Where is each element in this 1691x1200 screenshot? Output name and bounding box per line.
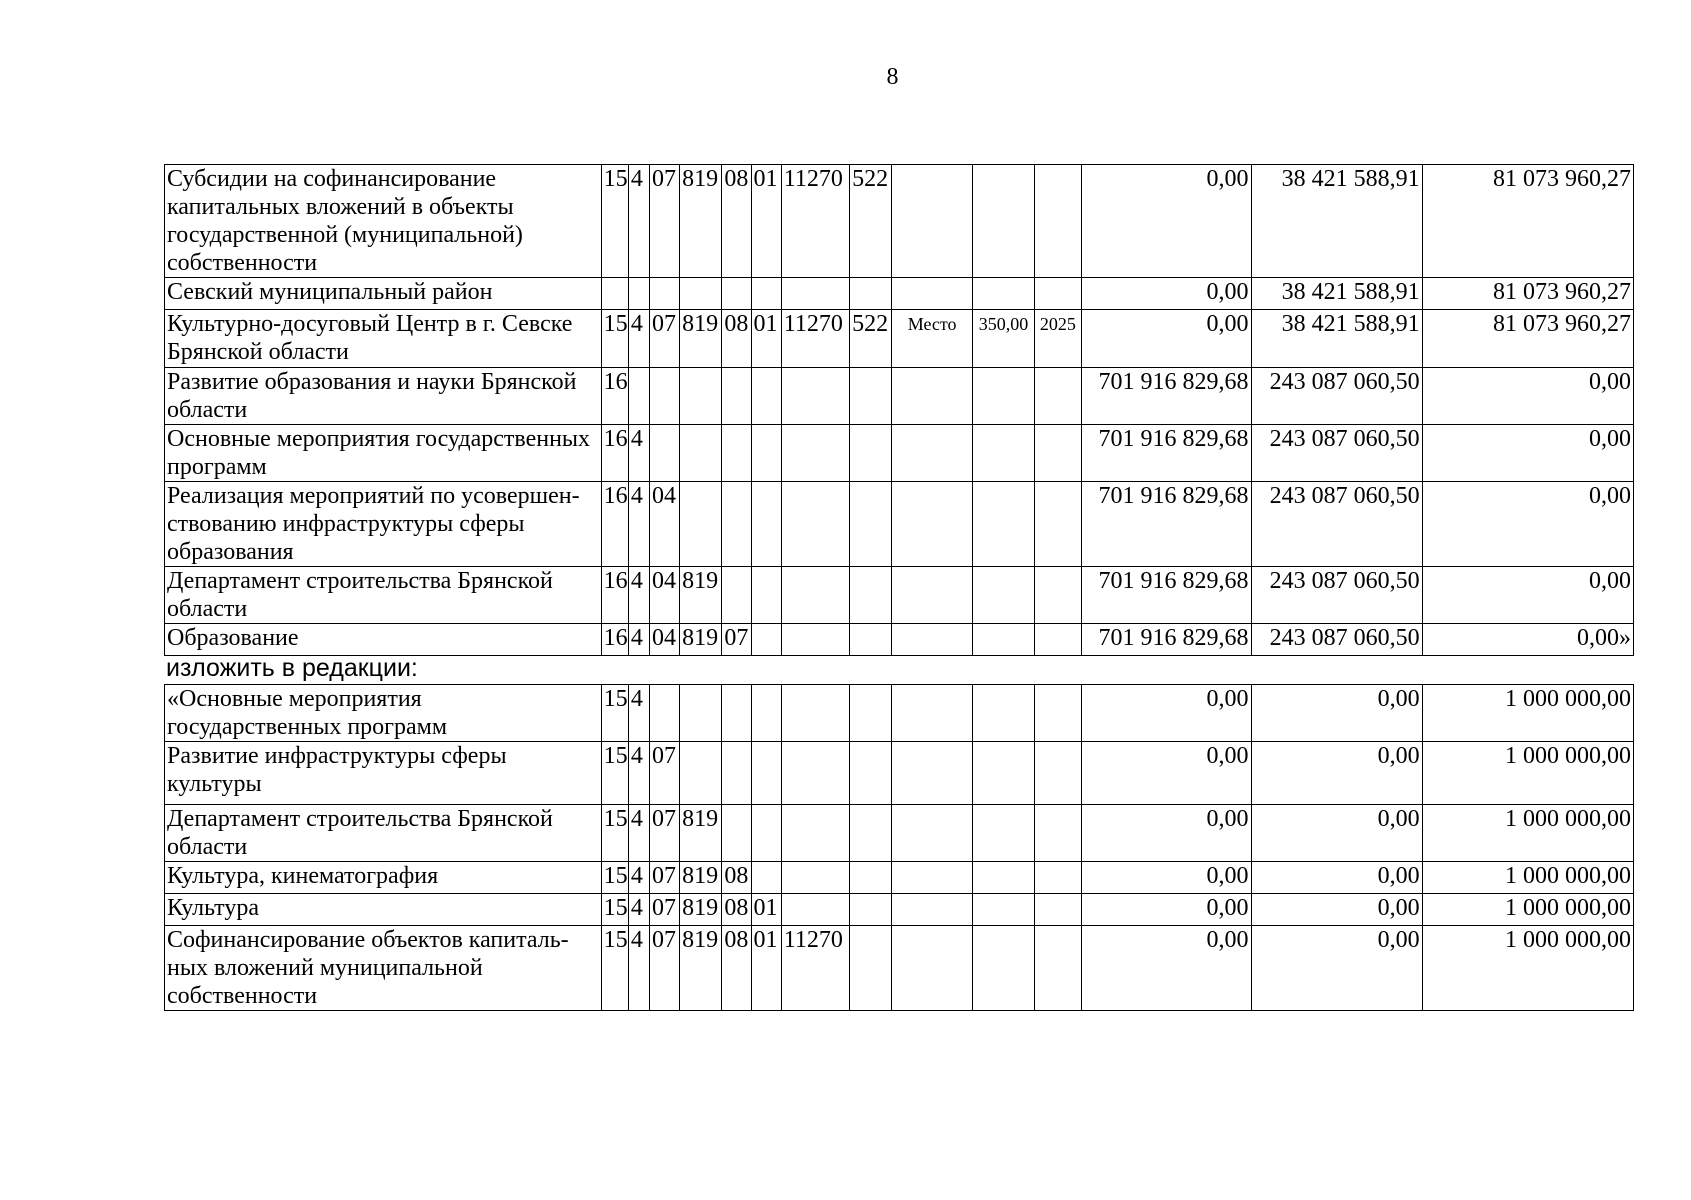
subsection-code-cell: 01 (751, 926, 781, 1011)
direction-code-cell (781, 368, 849, 425)
capacity-value-cell (972, 165, 1034, 278)
page-number: 8 (886, 64, 899, 90)
amount-cell-2: 38 421 588,91 (1251, 165, 1422, 278)
expense-type-code-cell (850, 425, 892, 482)
completion-year-cell (1035, 862, 1081, 894)
measure-code-cell (649, 685, 679, 742)
amount-cell-3: 1 000 000,00 (1422, 926, 1633, 1011)
amount-cell-2: 0,00 (1251, 805, 1422, 862)
capacity-unit-cell (892, 685, 972, 742)
table-row (165, 742, 1634, 805)
capacity-value-cell (972, 624, 1034, 656)
subprogram-code-cell: 4 (628, 742, 649, 805)
expense-type-code-cell (850, 567, 892, 624)
section-code-cell: 08 (722, 862, 751, 894)
instruction-text: изложить в редакции: (166, 654, 418, 682)
completion-year-cell (1035, 894, 1081, 926)
amount-cell-2: 0,00 (1251, 894, 1422, 926)
capacity-unit-cell (892, 894, 972, 926)
capacity-unit-cell (892, 567, 972, 624)
gov-code-cell (680, 482, 722, 567)
gp-code-cell: 16 (601, 567, 628, 624)
subsection-code-cell (751, 278, 781, 310)
direction-code-cell (781, 685, 849, 742)
table-row (165, 425, 1634, 482)
subsection-code-cell (751, 685, 781, 742)
capacity-unit-cell (892, 926, 972, 1011)
row-name: Культура, кинематография (165, 862, 602, 894)
section-code-cell (722, 482, 751, 567)
row-name: «Основные мероприятия государственных программ (165, 685, 602, 742)
amount-cell-1: 0,00 (1081, 742, 1251, 805)
amount-cell-3: 81 073 960,27 (1422, 310, 1633, 368)
expense-type-code-cell (850, 685, 892, 742)
table-row (165, 278, 1634, 310)
capacity-value-cell (972, 425, 1034, 482)
amount-cell-1: 701 916 829,68 (1081, 368, 1251, 425)
capacity-unit-cell: Место (892, 310, 972, 368)
gp-code-cell: 15 (601, 742, 628, 805)
amount-cell-3: 1 000 000,00 (1422, 742, 1633, 805)
budget-table-revised-body (165, 685, 1634, 1011)
amount-cell-1: 0,00 (1081, 685, 1251, 742)
subprogram-code-cell: 4 (628, 862, 649, 894)
gp-code-cell: 16 (601, 482, 628, 567)
section-code-cell: 08 (722, 894, 751, 926)
amount-cell-3: 0,00 (1422, 567, 1633, 624)
direction-code-cell (781, 624, 849, 656)
completion-year-cell (1035, 805, 1081, 862)
capacity-value-cell (972, 742, 1034, 805)
gov-code-cell (680, 742, 722, 805)
row-name: Образование (165, 624, 602, 656)
row-name: Культура (165, 894, 602, 926)
capacity-unit-cell (892, 425, 972, 482)
measure-code-cell (649, 425, 679, 482)
measure-code-cell: 07 (649, 926, 679, 1011)
table-row (165, 482, 1634, 567)
section-code-cell (722, 278, 751, 310)
capacity-value-cell (972, 894, 1034, 926)
subsection-code-cell (751, 742, 781, 805)
gov-code-cell: 819 (680, 310, 722, 368)
section-code-cell (722, 742, 751, 805)
subprogram-code-cell (628, 368, 649, 425)
capacity-value-cell (972, 685, 1034, 742)
row-name: Основные мероприятия государственных программ (165, 425, 602, 482)
section-code-cell: 08 (722, 310, 751, 368)
gp-code-cell: 15 (601, 926, 628, 1011)
measure-code-cell: 07 (649, 805, 679, 862)
section-code-cell: 08 (722, 926, 751, 1011)
gp-code-cell: 15 (601, 165, 628, 278)
table-row (165, 368, 1634, 425)
table-row (165, 165, 1634, 278)
capacity-unit-cell (892, 805, 972, 862)
row-name: Развитие образования и науки Брянской области (165, 368, 602, 425)
completion-year-cell (1035, 926, 1081, 1011)
amount-cell-2: 38 421 588,91 (1251, 278, 1422, 310)
subprogram-code-cell: 4 (628, 685, 649, 742)
amount-cell-2: 243 087 060,50 (1251, 567, 1422, 624)
amount-cell-1: 701 916 829,68 (1081, 567, 1251, 624)
measure-code-cell: 07 (649, 165, 679, 278)
measure-code-cell: 07 (649, 742, 679, 805)
completion-year-cell (1035, 368, 1081, 425)
expense-type-code-cell: 522 (850, 310, 892, 368)
amount-cell-3: 0,00 (1422, 425, 1633, 482)
expense-type-code-cell: 522 (850, 165, 892, 278)
expense-type-code-cell (850, 894, 892, 926)
gov-code-cell: 819 (680, 624, 722, 656)
row-name: Развитие инфраструктуры сферы культуры (165, 742, 602, 805)
subprogram-code-cell: 4 (628, 926, 649, 1011)
subsection-code-cell: 01 (751, 894, 781, 926)
direction-code-cell: 11270 (781, 310, 849, 368)
capacity-value-cell (972, 862, 1034, 894)
subsection-code-cell (751, 862, 781, 894)
subsection-code-cell (751, 624, 781, 656)
row-name: Субсидии на софинансирование капитальных вложений в объекты государственной (муниципальной) собственности (165, 165, 602, 278)
amount-cell-2: 243 087 060,50 (1251, 482, 1422, 567)
gov-code-cell (680, 425, 722, 482)
section-code-cell (722, 425, 751, 482)
amount-cell-3: 1 000 000,00 (1422, 805, 1633, 862)
amount-cell-1: 0,00 (1081, 278, 1251, 310)
amount-cell-2: 0,00 (1251, 742, 1422, 805)
direction-code-cell (781, 742, 849, 805)
section-code-cell: 07 (722, 624, 751, 656)
gov-code-cell: 819 (680, 805, 722, 862)
gp-code-cell: 16 (601, 624, 628, 656)
gov-code-cell (680, 685, 722, 742)
gp-code-cell: 15 (601, 805, 628, 862)
gp-code-cell: 15 (601, 862, 628, 894)
subprogram-code-cell: 4 (628, 894, 649, 926)
capacity-unit-cell (892, 278, 972, 310)
amount-cell-2: 0,00 (1251, 685, 1422, 742)
section-code-cell (722, 685, 751, 742)
gp-code-cell: 15 (601, 685, 628, 742)
budget-table-current (164, 164, 1634, 656)
amount-cell-2: 38 421 588,91 (1251, 310, 1422, 368)
subsection-code-cell: 01 (751, 165, 781, 278)
amount-cell-2: 243 087 060,50 (1251, 425, 1422, 482)
amount-cell-3: 81 073 960,27 (1422, 278, 1633, 310)
amount-cell-1: 701 916 829,68 (1081, 624, 1251, 656)
measure-code-cell: 07 (649, 310, 679, 368)
budget-table-revised (164, 684, 1634, 1011)
amount-cell-3: 0,00 (1422, 482, 1633, 567)
table-row (165, 926, 1634, 1011)
measure-code-cell: 04 (649, 624, 679, 656)
budget-table-current-body (165, 165, 1634, 656)
completion-year-cell (1035, 742, 1081, 805)
row-name: Культурно-досуговый Центр в г. Севске Брянской области (165, 310, 602, 368)
amount-cell-3: 0,00» (1422, 624, 1633, 656)
subprogram-code-cell: 4 (628, 805, 649, 862)
subsection-code-cell (751, 482, 781, 567)
amount-cell-3: 1 000 000,00 (1422, 685, 1633, 742)
measure-code-cell: 07 (649, 862, 679, 894)
gp-code-cell: 16 (601, 425, 628, 482)
direction-code-cell (781, 425, 849, 482)
direction-code-cell: 11270 (781, 926, 849, 1011)
table-row (165, 685, 1634, 742)
completion-year-cell (1035, 165, 1081, 278)
completion-year-cell (1035, 482, 1081, 567)
subsection-code-cell (751, 567, 781, 624)
amount-cell-1: 0,00 (1081, 926, 1251, 1011)
completion-year-cell (1035, 685, 1081, 742)
subprogram-code-cell: 4 (628, 567, 649, 624)
gov-code-cell: 819 (680, 894, 722, 926)
amount-cell-1: 0,00 (1081, 862, 1251, 894)
subprogram-code-cell: 4 (628, 624, 649, 656)
amount-cell-2: 0,00 (1251, 862, 1422, 894)
table-row (165, 894, 1634, 926)
subsection-code-cell (751, 425, 781, 482)
section-code-cell (722, 805, 751, 862)
subsection-code-cell (751, 368, 781, 425)
completion-year-cell (1035, 425, 1081, 482)
measure-code-cell (649, 368, 679, 425)
row-name: Департамент строительства Брянской области (165, 567, 602, 624)
section-code-cell (722, 567, 751, 624)
direction-code-cell (781, 278, 849, 310)
row-name: Департамент строительства Брянской области (165, 805, 602, 862)
subprogram-code-cell (628, 278, 649, 310)
capacity-unit-cell (892, 482, 972, 567)
gov-code-cell: 819 (680, 165, 722, 278)
expense-type-code-cell (850, 805, 892, 862)
direction-code-cell (781, 482, 849, 567)
expense-type-code-cell (850, 742, 892, 805)
direction-code-cell (781, 862, 849, 894)
amount-cell-3: 81 073 960,27 (1422, 165, 1633, 278)
completion-year-cell (1035, 278, 1081, 310)
gov-code-cell (680, 368, 722, 425)
row-name: Софинансирование объектов капиталь-ных вложений муниципальной собственности (165, 926, 602, 1011)
gp-code-cell: 15 (601, 310, 628, 368)
gp-code-cell: 16 (601, 368, 628, 425)
capacity-unit-cell (892, 368, 972, 425)
capacity-value-cell (972, 805, 1034, 862)
subprogram-code-cell: 4 (628, 425, 649, 482)
completion-year-cell (1035, 567, 1081, 624)
table-row (165, 862, 1634, 894)
capacity-unit-cell (892, 165, 972, 278)
subsection-code-cell (751, 805, 781, 862)
direction-code-cell (781, 805, 849, 862)
direction-code-cell (781, 567, 849, 624)
gov-code-cell (680, 278, 722, 310)
amount-cell-1: 0,00 (1081, 894, 1251, 926)
measure-code-cell: 04 (649, 482, 679, 567)
amount-cell-1: 0,00 (1081, 805, 1251, 862)
subprogram-code-cell: 4 (628, 482, 649, 567)
subsection-code-cell: 01 (751, 310, 781, 368)
capacity-value-cell (972, 278, 1034, 310)
capacity-value-cell (972, 926, 1034, 1011)
amount-cell-3: 1 000 000,00 (1422, 862, 1633, 894)
section-code-cell (722, 368, 751, 425)
amount-cell-2: 0,00 (1251, 926, 1422, 1011)
amount-cell-1: 701 916 829,68 (1081, 425, 1251, 482)
gp-code-cell (601, 278, 628, 310)
gov-code-cell: 819 (680, 862, 722, 894)
gov-code-cell: 819 (680, 926, 722, 1011)
section-code-cell: 08 (722, 165, 751, 278)
direction-code-cell (781, 894, 849, 926)
subprogram-code-cell: 4 (628, 165, 649, 278)
capacity-value-cell (972, 567, 1034, 624)
amount-cell-1: 0,00 (1081, 310, 1251, 368)
capacity-value-cell: 350,00 (972, 310, 1034, 368)
measure-code-cell: 07 (649, 894, 679, 926)
amount-cell-1: 701 916 829,68 (1081, 482, 1251, 567)
measure-code-cell (649, 278, 679, 310)
expense-type-code-cell (850, 862, 892, 894)
amount-cell-1: 0,00 (1081, 165, 1251, 278)
amount-cell-3: 0,00 (1422, 368, 1633, 425)
amount-cell-3: 1 000 000,00 (1422, 894, 1633, 926)
table-row (165, 805, 1634, 862)
table-row (165, 310, 1634, 368)
expense-type-code-cell (850, 624, 892, 656)
row-name: Севский муниципальный район (165, 278, 602, 310)
capacity-unit-cell (892, 624, 972, 656)
table-row (165, 567, 1634, 624)
subprogram-code-cell: 4 (628, 310, 649, 368)
gov-code-cell: 819 (680, 567, 722, 624)
expense-type-code-cell (850, 368, 892, 425)
row-name: Реализация мероприятий по усовершен-ствованию инфраструктуры сферы образования (165, 482, 602, 567)
expense-type-code-cell (850, 482, 892, 567)
capacity-value-cell (972, 368, 1034, 425)
table-row (165, 624, 1634, 656)
amount-cell-2: 243 087 060,50 (1251, 624, 1422, 656)
direction-code-cell: 11270 (781, 165, 849, 278)
amount-cell-2: 243 087 060,50 (1251, 368, 1422, 425)
measure-code-cell: 04 (649, 567, 679, 624)
capacity-unit-cell (892, 862, 972, 894)
completion-year-cell (1035, 624, 1081, 656)
capacity-unit-cell (892, 742, 972, 805)
expense-type-code-cell (850, 926, 892, 1011)
completion-year-cell: 2025 (1035, 310, 1081, 368)
expense-type-code-cell (850, 278, 892, 310)
gp-code-cell: 15 (601, 894, 628, 926)
capacity-value-cell (972, 482, 1034, 567)
